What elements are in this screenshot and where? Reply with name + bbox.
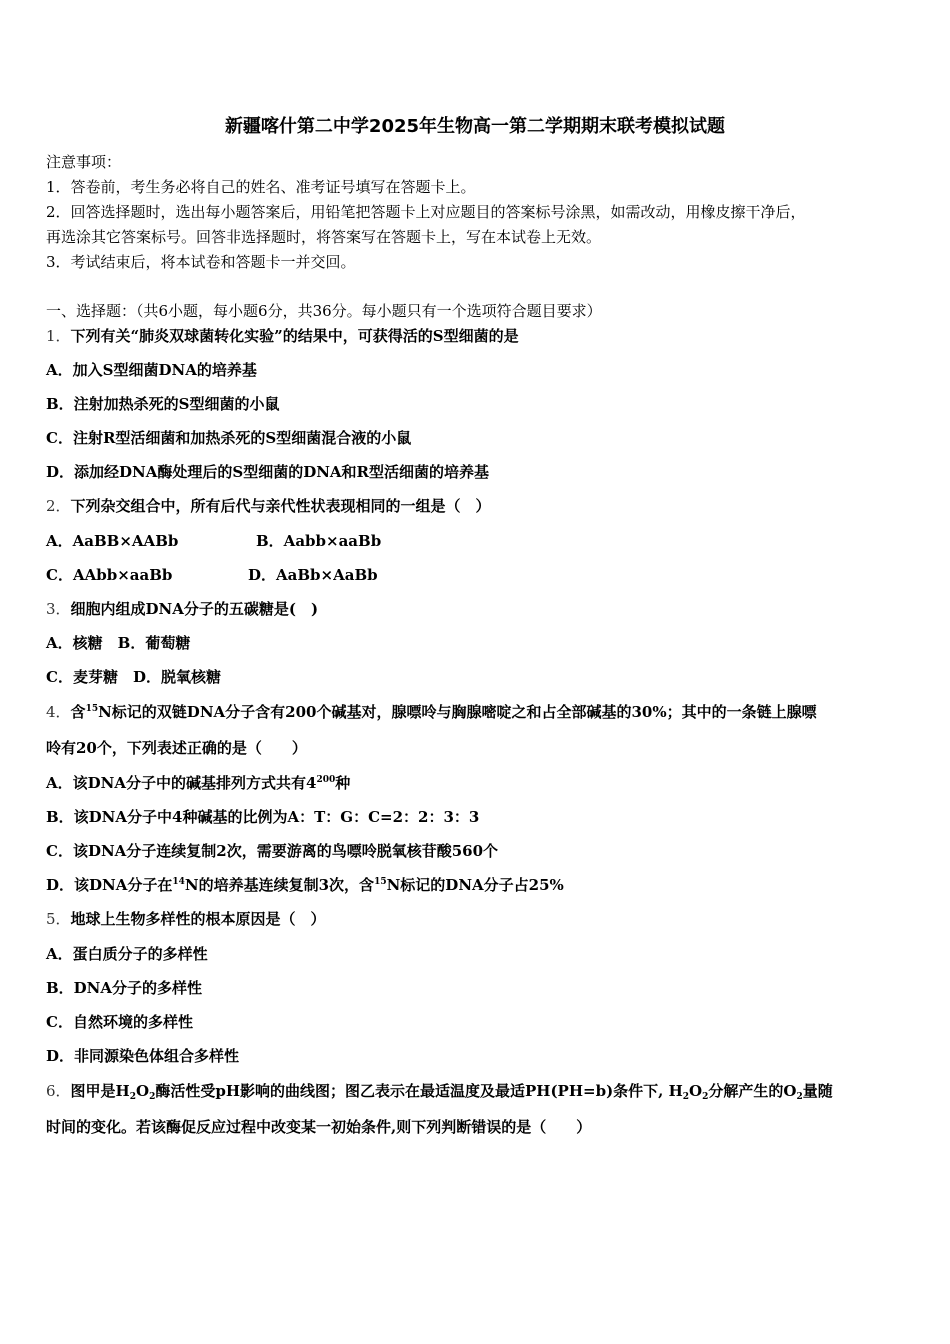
question-number: 2． — [46, 497, 71, 515]
question-4-stem-cont: 呤有20个，下列表述正确的是（ ） — [46, 739, 307, 757]
question-1-option-a: A．加入S型细菌DNA的培养基 — [46, 361, 257, 379]
stem-text: 酶活性受pH影响的曲线图；图乙表示在最适温度及最适PH(PH=b)条件下, H — [155, 1082, 683, 1100]
page-title: 新疆喀什第二中学2025年生物高一第二学期期末联考模拟试题 — [224, 116, 726, 137]
question-1-option-c: C．注射R型活细菌和加热杀死的S型细菌混合液的小鼠 — [46, 429, 412, 447]
stem-text: O — [689, 1082, 703, 1100]
isotope-mass: 15 — [374, 877, 387, 887]
option-text: D．该DNA分子在 — [46, 876, 173, 894]
question-3-options-ab: A．核糖 B．葡萄糖 — [46, 634, 191, 652]
question-4-option-b: B．该DNA分子中4种碱基的比例为A：T：G：C=2：2：3：3 — [46, 808, 480, 826]
question-number: 1． — [46, 327, 71, 345]
subscript: 2 — [702, 1092, 709, 1102]
question-text: 下列杂交组合中，所有后代与亲代性状表现相同的一组是（ ） — [70, 497, 491, 515]
question-2-stem — [46, 496, 491, 516]
isotope-mass: 15 — [85, 704, 99, 714]
option-text: N标记的DNA分子占25% — [386, 876, 564, 894]
question-1-option-d: D．添加经DNA酶处理后的S型细菌的DNA和R型活细菌的培养基 — [46, 463, 490, 481]
question-3-stem — [46, 599, 318, 619]
question-text: 下列有关“肺炎双球菌转化实验”的结果中，可获得活的S型细菌的是 — [70, 327, 519, 345]
question-2-option-a: A．AaBB×AABb — [46, 532, 179, 550]
question-3-options-cd: C．麦芽糖 D．脱氧核糖 — [46, 668, 221, 686]
question-1-option-b: B．注射加热杀死的S型细菌的小鼠 — [46, 395, 280, 413]
stem-text: 分解产生的O — [708, 1082, 797, 1100]
section-heading: 一、选择题：（共6小题，每小题6分，共36分。每小题只有一个选项符合题目要求） — [46, 302, 602, 320]
question-2-option-d: D．AaBb×AaBb — [248, 566, 378, 584]
option-text: N的培养基连续复制3次，含 — [184, 876, 375, 894]
notice-item: 再选涂其它答案标号。回答非选择题时，将答案写在答题卡上，写在本试卷上无效。 — [46, 228, 602, 246]
question-number: 4． — [46, 703, 71, 721]
question-6-stem — [46, 1081, 833, 1101]
question-5-option-a: A．蛋白质分子的多样性 — [46, 945, 208, 963]
question-6-stem-cont: 时间的变化。若该酶促反应过程中改变某一初始条件,则下列判断错误的是（ ） — [46, 1118, 592, 1136]
question-text: 细胞内组成DNA分子的五碳糖是( ) — [70, 600, 319, 618]
stem-text: 含 — [70, 703, 86, 721]
option-text: 种 — [335, 774, 351, 792]
question-number: 6． — [46, 1082, 71, 1100]
question-4-option-a — [46, 773, 350, 793]
stem-text: O — [136, 1082, 150, 1100]
exponent: 200 — [316, 775, 336, 785]
question-5-option-d: D．非同源染色体组合多样性 — [46, 1047, 240, 1065]
stem-text: 量随 — [802, 1082, 833, 1100]
subscript: 2 — [149, 1092, 156, 1102]
question-5-option-c: C．自然环境的多样性 — [46, 1013, 193, 1031]
question-5-option-b: B．DNA分子的多样性 — [46, 979, 203, 997]
question-2-option-c: C．AAbb×aaBb — [46, 566, 173, 584]
question-2-option-b: B．Aabb×aaBb — [256, 532, 382, 550]
stem-text: N标记的双链DNA分子含有200个碱基对，腺嘌呤与胸腺嘧啶之和占全部碱基的30%；其中的一条链上腺嘌 — [98, 703, 817, 721]
question-4-option-c: C．该DNA分子连续复制2次，需要游离的鸟嘌呤脱氧核苷酸560个 — [46, 842, 499, 860]
question-number: 5． — [46, 910, 71, 928]
question-number: 3． — [46, 600, 71, 618]
isotope-mass: 14 — [172, 877, 185, 887]
question-1-stem — [46, 326, 519, 346]
notice-item: 3．考试结束后，将本试卷和答题卡一并交回。 — [46, 253, 356, 271]
subscript: 2 — [129, 1092, 136, 1102]
subscript: 2 — [682, 1092, 690, 1102]
question-text: 地球上生物多样性的根本原因是（ ） — [70, 910, 326, 928]
question-5-stem — [46, 909, 326, 929]
subscript: 2 — [796, 1092, 803, 1102]
question-text — [71, 1082, 833, 1100]
notice-heading: 注意事项： — [46, 153, 122, 171]
notice-item: 1．答卷前，考生务必将自己的姓名、准考证号填写在答题卡上。 — [46, 178, 476, 196]
question-text — [71, 703, 817, 721]
notice-item: 2．回答选择题时，选出每小题答案后，用铅笔把答题卡上对应题目的答案标号涂黑，如需改动，用橡皮擦干净后， — [46, 203, 806, 221]
question-4-option-d — [46, 875, 564, 895]
stem-text: 图甲是H — [70, 1082, 130, 1100]
question-4-stem — [46, 702, 817, 722]
option-text: A．该DNA分子中的碱基排列方式共有4 — [46, 774, 317, 792]
